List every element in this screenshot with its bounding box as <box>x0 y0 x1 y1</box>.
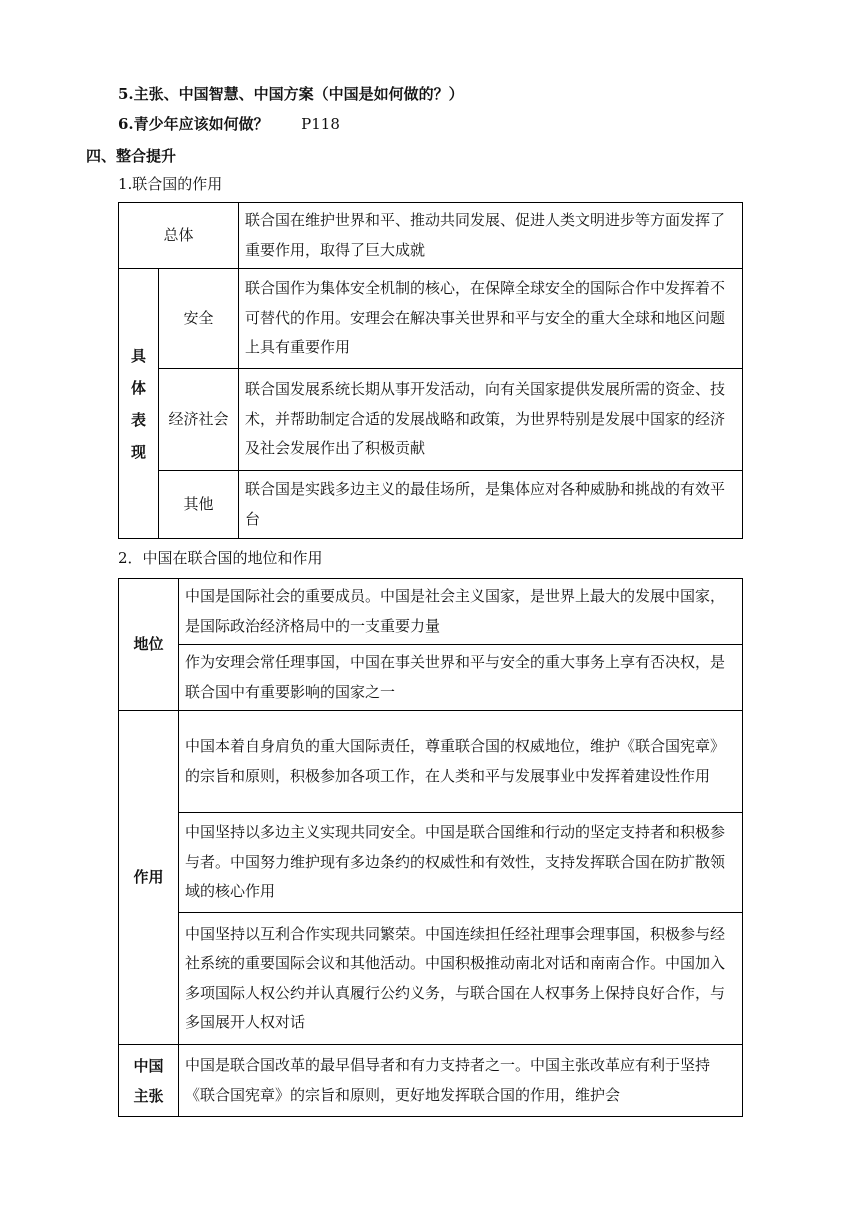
vertical-char: 表 <box>130 410 146 429</box>
role-text: 中国坚持以互利合作实现共同繁荣。中国连续担任经社理事会理事国，积极参与经社系统的重要国际会议和其他活动。中国积极推动南北对话和南南合作。中国加入多项国际人权公约并认真履行公约义务，与联合国在人权事务上保持良好合作，与多国展开人权对话 <box>179 913 743 1045</box>
status-text: 中国是国际社会的重要成员。中国是社会主义国家，是世界上最大的发展中国家，是国际政治经济格局中的一支重要力量 <box>179 579 743 645</box>
table-row <box>119 711 743 813</box>
concrete-performance-label <box>119 269 159 539</box>
list-item-5: 5.主张、中国智慧、中国方案（中国是如何做的？） <box>118 85 464 103</box>
proposal-label-line: 中国 <box>133 1056 164 1075</box>
table-row <box>119 269 743 369</box>
row-label-other: 其他 <box>159 471 239 539</box>
subsection-1-title: 1.联合国的作用 <box>118 175 223 193</box>
role-text: 中国坚持以多边主义实现共同安全。中国是联合国维和行动的坚定支持者和积极参与者。中国努力维护现有多边条约的权威性和有效性，支持发挥联合国在防扩散领域的核心作用 <box>179 813 743 913</box>
page-reference: P118 <box>301 115 340 133</box>
section-heading: 四、整合提升 <box>86 147 177 165</box>
role-label: 作用 <box>119 711 179 1045</box>
proposal-label <box>119 1045 179 1117</box>
vertical-char: 现 <box>130 442 146 461</box>
role-text: 中国本着自身肩负的重大国际责任，尊重联合国的权威地位，维护《联合国宪章》的宗旨和原则，积极参加各项工作，在人类和平与发展事业中发挥着建设性作用 <box>179 711 743 813</box>
china-un-table <box>118 578 743 1117</box>
table-row <box>119 471 743 539</box>
table-row <box>119 645 743 711</box>
table-row <box>119 369 743 471</box>
table-row <box>119 913 743 1045</box>
row-text-other: 联合国是实践多边主义的最佳场所，是集体应对各种威胁和挑战的有效平台 <box>239 471 743 539</box>
proposal-text: 中国是联合国改革的最早倡导者和有力支持者之一。中国主张改革应有利于坚持《联合国宪章》的宗旨和原则，更好地发挥联合国的作用，维护会 <box>179 1045 743 1117</box>
un-role-table <box>118 202 743 539</box>
table-row <box>119 579 743 645</box>
overall-label: 总体 <box>119 203 239 269</box>
proposal-label-line: 主张 <box>133 1086 164 1105</box>
list-item-6-text: 6.青少年应该如何做？ <box>118 115 269 133</box>
row-label-security: 安全 <box>159 269 239 369</box>
subsection-2-title: 2．中国在联合国的地位和作用 <box>118 549 323 567</box>
row-text-economy-society: 联合国发展系统长期从事开发活动，向有关国家提供发展所需的资金、技术，并帮助制定合适的发展战略和政策，为世界特别是发展中国家的经济及社会发展作出了积极贡献 <box>239 369 743 471</box>
table-row <box>119 813 743 913</box>
overall-text: 联合国在维护世界和平、推动共同发展、促进人类文明进步等方面发挥了重要作用，取得了巨大成就 <box>239 203 743 269</box>
row-label-economy-society: 经济社会 <box>159 369 239 471</box>
status-text: 作为安理会常任理事国，中国在事关世界和平与安全的重大事务上享有否决权，是联合国中有重要影响的国家之一 <box>179 645 743 711</box>
status-label: 地位 <box>119 579 179 711</box>
vertical-char: 具 <box>130 346 146 365</box>
list-item-6 <box>118 114 340 134</box>
row-text-security: 联合国作为集体安全机制的核心，在保障全球安全的国际合作中发挥着不可替代的作用。安理会在解决事关世界和平与安全的重大全球和地区问题上具有重要作用 <box>239 269 743 369</box>
table-row <box>119 1045 743 1117</box>
vertical-char: 体 <box>130 378 146 397</box>
table-row <box>119 203 743 269</box>
